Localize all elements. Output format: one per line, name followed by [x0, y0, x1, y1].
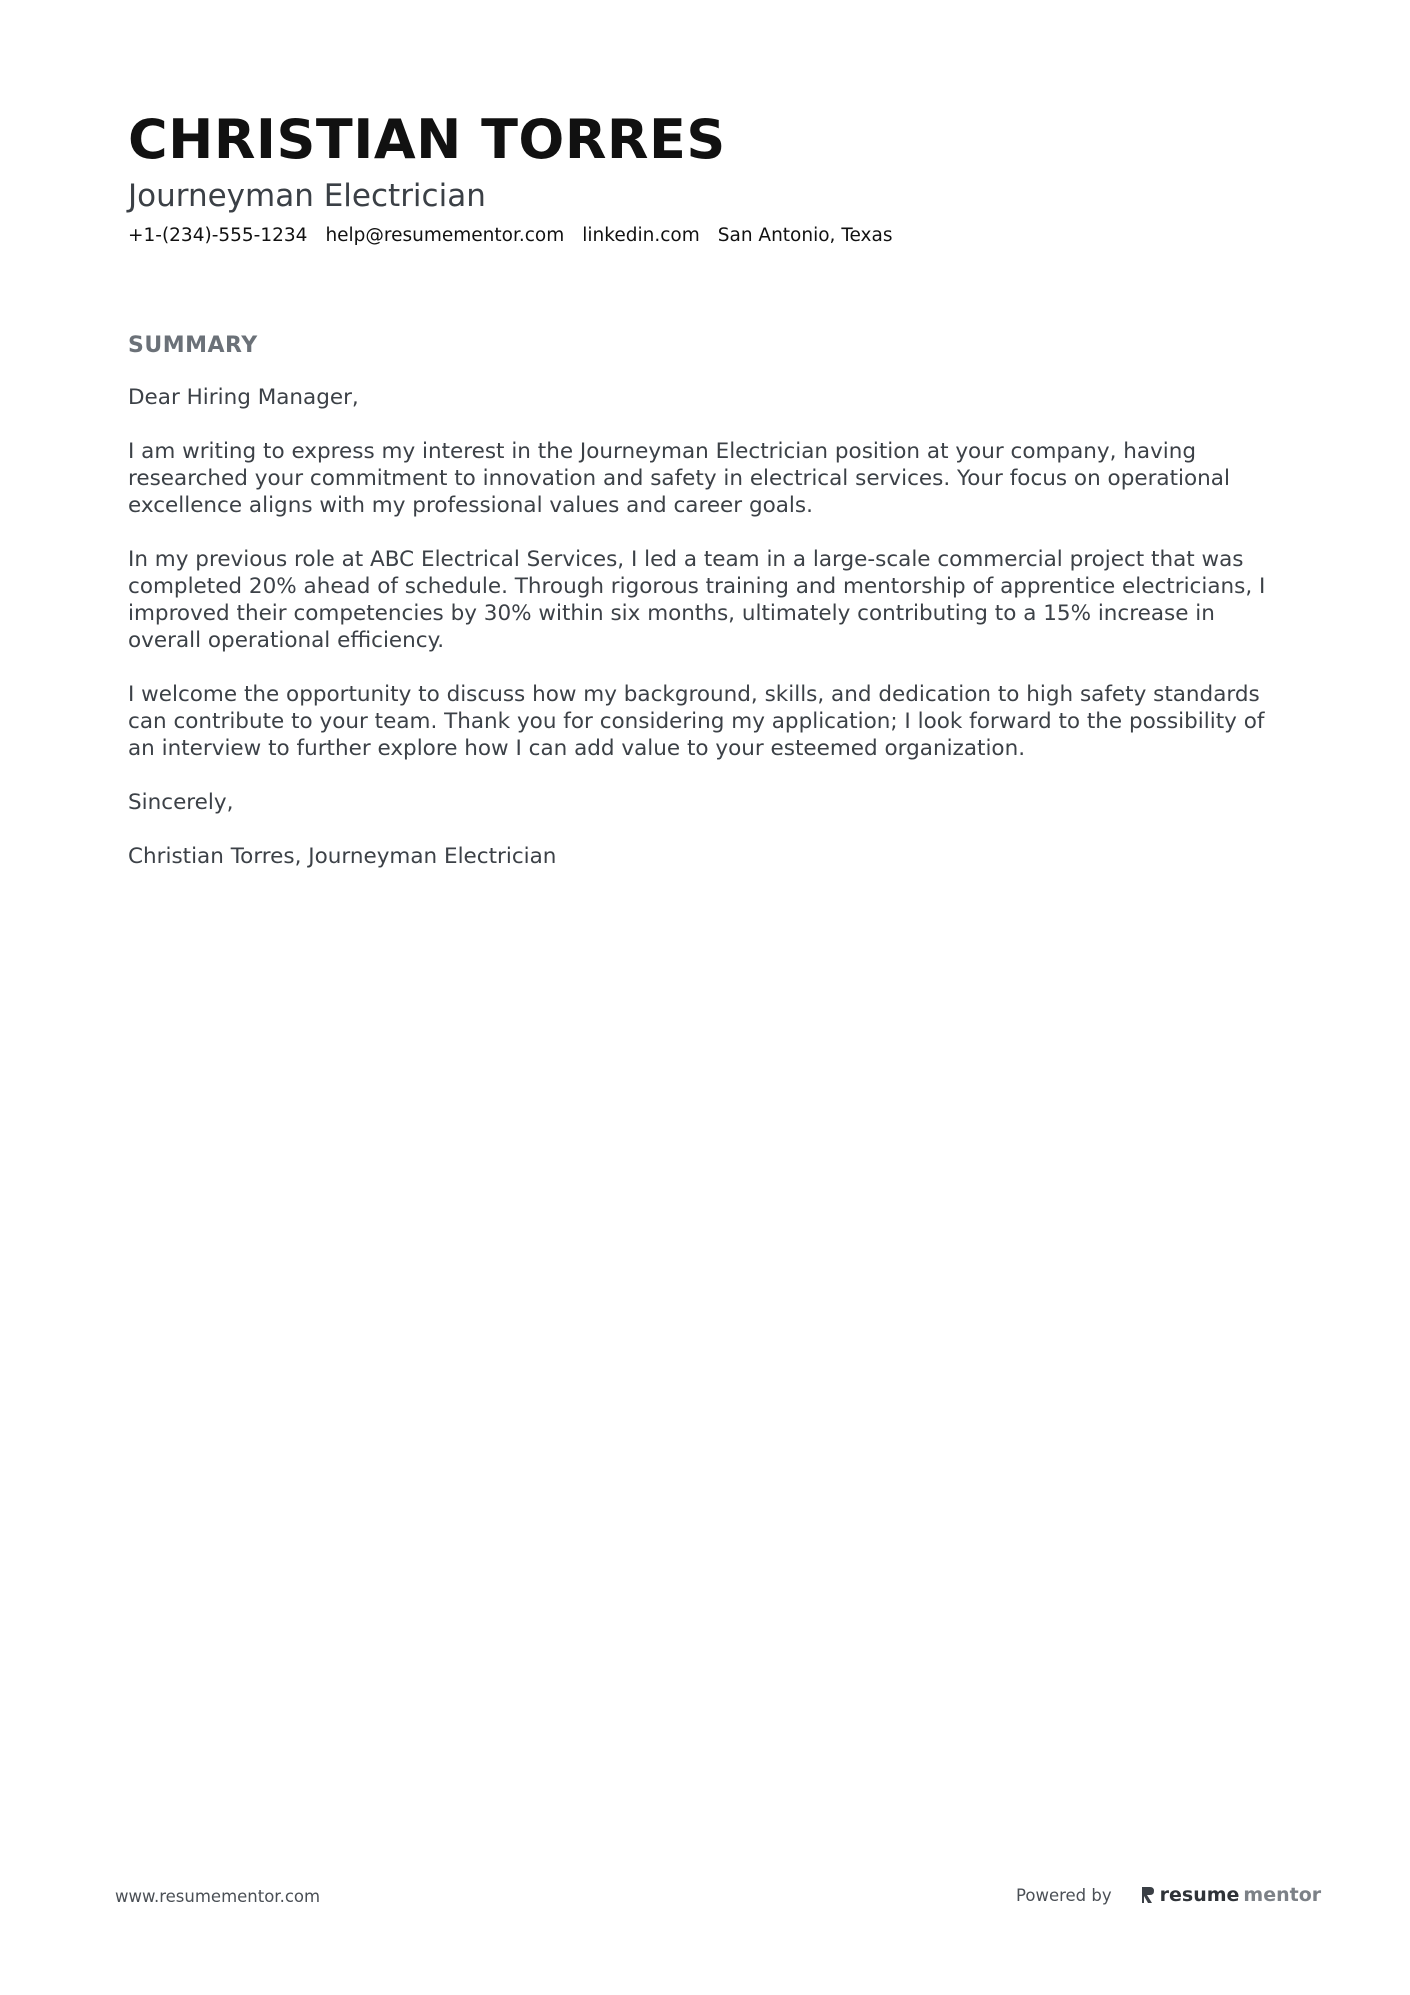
logo-text-secondary: mentor	[1243, 1884, 1322, 1906]
resumementor-logo	[1140, 1884, 1322, 1906]
linkedin-link: linkedin.com	[582, 225, 700, 246]
logo-text-primary: resume	[1159, 1884, 1240, 1906]
contact-info	[128, 224, 1278, 248]
resume-page	[128, 108, 1278, 897]
summary-heading: SUMMARY	[128, 333, 258, 358]
letter-paragraph: I welcome the opportunity to discuss how my background, skills, and dedication to high safety standards can contribute to your team. Thank you for considering my application; I look forward to the possibility of an interview to further explore how I can add value to your esteemed organization.	[128, 682, 1265, 761]
job-title: Journeyman Electrician	[128, 178, 486, 214]
letter-paragraph: I am writing to express my interest in the Journeyman Electrician position at your company, having researched your commitment to innovation and safety in electrical services. Your focus on operational excellence aligns with my professional values and career goals.	[128, 439, 1230, 518]
candidate-name: CHRISTIAN TORRES	[128, 108, 726, 171]
signature: Christian Torres, Journeyman Electrician	[128, 844, 557, 869]
salutation: Dear Hiring Manager,	[128, 385, 359, 410]
powered-by-label: Powered by	[1016, 1885, 1112, 1905]
footer-branding	[1016, 1884, 1321, 1906]
closing: Sincerely,	[128, 790, 234, 815]
footer-website: www.resumementor.com	[115, 1887, 321, 1906]
cover-letter-body	[128, 384, 1288, 870]
letter-paragraph: In my previous role at ABC Electrical Services, I led a team in a large-scale commercial project that was completed 20% ahead of schedule. Through rigorous training and mentorship of apprentice electricians, I improved their competencies by 30% within six months, ultimately contributing to a 15% increase in overall operational efficiency.	[128, 547, 1266, 653]
location: San Antonio, Texas	[717, 225, 893, 246]
email-address: help@resumementor.com	[325, 225, 565, 246]
logo-mark-icon	[1140, 1885, 1156, 1905]
phone-number: +1-(234)-555-1234	[128, 225, 308, 246]
